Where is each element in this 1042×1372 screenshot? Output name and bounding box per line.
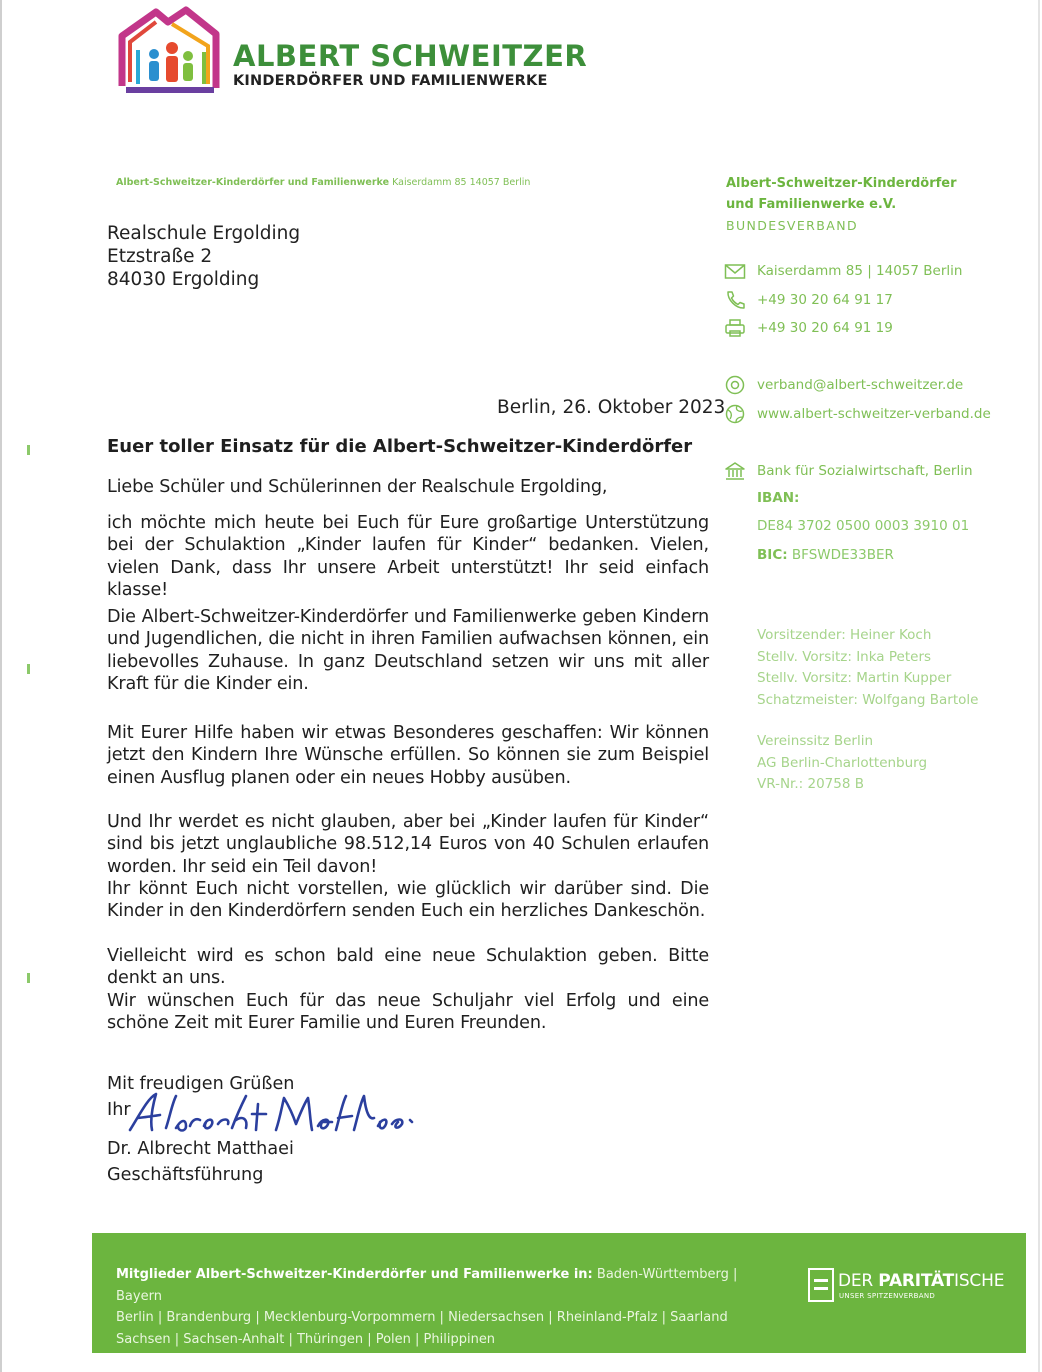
footer-members	[116, 1264, 766, 1350]
footer-regions: Baden-Württemberg | Bayern	[116, 1267, 738, 1304]
partner-name: DER PARITÄTISCHE	[838, 1271, 1005, 1291]
org-sub: BUNDESVERBAND	[726, 218, 858, 233]
contact-fax	[724, 318, 893, 338]
iban-label: IBAN:	[757, 490, 800, 506]
recipient-line: Etzstraße 2	[107, 246, 213, 267]
org-name-line: Albert-Schweitzer-Kinderdörfer	[726, 176, 957, 191]
contact-address	[724, 261, 962, 281]
bic-label: BIC:	[757, 547, 788, 563]
bic-value: BFSWDE33BER	[791, 547, 894, 563]
logo-subtitle: KINDERDÖRFER UND FAMILIENWERKE	[233, 73, 548, 89]
contact-web-link[interactable]: www.albert-schweitzer-verband.de	[757, 406, 991, 422]
iban-value: DE84 3702 0500 0003 3910 01	[757, 518, 970, 534]
fold-marker	[27, 973, 30, 983]
recipient-line: Realschule Ergolding	[107, 223, 301, 244]
sender-return-address	[116, 177, 530, 188]
fax-icon	[724, 318, 748, 338]
salutation: Liebe Schüler und Schülerinnen der Realschule Ergolding,	[107, 477, 608, 497]
registry-line: Vereinssitz Berlin	[757, 733, 874, 749]
contact-address-text: Kaiserdamm 85 | 14057 Berlin	[757, 263, 963, 279]
recipient-line: 84030 Ergolding	[107, 269, 260, 290]
registry-line: VR-Nr.: 20758 B	[757, 776, 864, 792]
registry-info	[757, 731, 927, 796]
paragraph-1: ich möchte mich heute bei Euch für Eure großartige Unterstützung bei der Schulaktion „Kinder laufen für Kinder“ bedanken. Vielen, vielen Dank, dass Ihr unsere Arbeit unterstützt! Ihr seid einfach klasse!	[107, 513, 709, 600]
signer-name: Dr. Albrecht Matthaei	[107, 1139, 294, 1159]
letter-date: Berlin, 26. Oktober 2023	[497, 397, 726, 418]
contact-email-link[interactable]: verband@albert-schweitzer.de	[757, 377, 964, 393]
closing-greeting: Mit freudigen Grüßen	[107, 1074, 295, 1094]
logo-title: ALBERT SCHWEITZER	[233, 39, 588, 73]
paragraph-2: Die Albert-Schweitzer-Kinderdörfer und Familienwerke geben Kindern und Jugendlichen, die nicht in ihren Familien aufwachsen können, ein liebevolles Zuhause. In ganz Deutschland setzen wir uns mit aller Kraft für die Kinder ein.	[107, 607, 709, 694]
board-line: Vorsitzender: Heiner Koch	[757, 627, 932, 643]
recipient-address	[107, 222, 300, 291]
paragraph-5b: Wir wünschen Euch für das neue Schuljahr viel Erfolg und eine schöne Zeit mit Eurer Familie und Euren Freunden.	[107, 991, 709, 1034]
paragraph-3: Mit Eurer Hilfe haben wir etwas Besonderes geschaffen: Wir können jetzt den Kindern Ihre Wünsche erfüllen. So können sie zum Beispiel einen Ausflug planen oder ein neues Hobby ausüben.	[107, 723, 709, 788]
house-family-icon	[116, 6, 222, 96]
board-line: Stellv. Vorsitz: Inka Peters	[757, 648, 932, 665]
envelope-icon	[724, 261, 748, 281]
footer-lead: Mitglieder Albert-Schweitzer-Kinderdörfer und Familienwerke in:	[116, 1267, 593, 1282]
footer-regions: Sachsen | Sachsen-Anhalt | Thüringen | Polen | Philippinen	[116, 1331, 496, 1347]
sender-address: Kaiserdamm 85 14057 Berlin	[392, 177, 531, 188]
registry-line: AG Berlin-Charlottenburg	[757, 754, 928, 771]
contact-fax-text: +49 30 20 64 91 19	[757, 320, 893, 336]
partner-subtitle: UNSER SPITZENVERBAND	[839, 1292, 936, 1300]
closing-ihr: Ihr	[107, 1100, 131, 1120]
fold-marker	[27, 664, 30, 674]
fold-marker	[27, 445, 30, 455]
bank-name-row	[724, 461, 973, 481]
footer-banner	[92, 1233, 1026, 1353]
contact-phone-text: +49 30 20 64 91 17	[757, 292, 893, 308]
bank-icon	[724, 461, 748, 481]
board-line: Stellv. Vorsitz: Martin Kupper	[757, 670, 952, 686]
board-members	[757, 625, 978, 711]
org-name-line: und Familienwerke e.V.	[726, 197, 897, 212]
contact-phone	[724, 290, 893, 310]
globe-icon	[724, 404, 748, 424]
paritaet-icon	[808, 1268, 834, 1302]
bic-row	[757, 547, 894, 563]
paragraph-4a: Und Ihr werdet es nicht glauben, aber bei „Kinder laufen für Kinder“ sind bis jetzt unglaubliche 98.512,14 Euros von 40 Schulen erlaufen worden. Ihr seid ein Teil davon!	[107, 812, 709, 877]
phone-icon	[724, 290, 748, 310]
signer-role: Geschäftsführung	[107, 1165, 264, 1185]
footer-regions: Berlin | Brandenburg | Mecklenburg-Vorpommern | Niedersachsen | Rheinland-Pfalz | Saarland	[116, 1310, 728, 1325]
contact-web[interactable]	[724, 404, 991, 424]
paragraph-4b: Ihr könnt Euch nicht vorstellen, wie glücklich wir darüber sind. Die Kinder in den Kinderdörfern senden Euch ein herzliches Dankeschön.	[107, 879, 709, 922]
contact-email[interactable]	[724, 375, 963, 395]
letter-subject: Euer toller Einsatz für die Albert-Schweitzer-Kinderdörfer	[107, 436, 693, 457]
logo	[116, 6, 588, 98]
sender-name: Albert-Schweitzer-Kinderdörfer und Familienwerke	[116, 177, 390, 188]
org-header	[726, 173, 957, 236]
paragraph-5a: Vielleicht wird es schon bald eine neue Schulaktion geben. Bitte denkt an uns.	[107, 946, 709, 989]
handwritten-signature	[126, 1090, 416, 1140]
at-sign-icon	[724, 375, 748, 395]
board-line: Schatzmeister: Wolfgang Bartole	[757, 691, 979, 708]
partner-logo	[808, 1268, 1005, 1306]
bank-name: Bank für Sozialwirtschaft, Berlin	[757, 463, 973, 479]
